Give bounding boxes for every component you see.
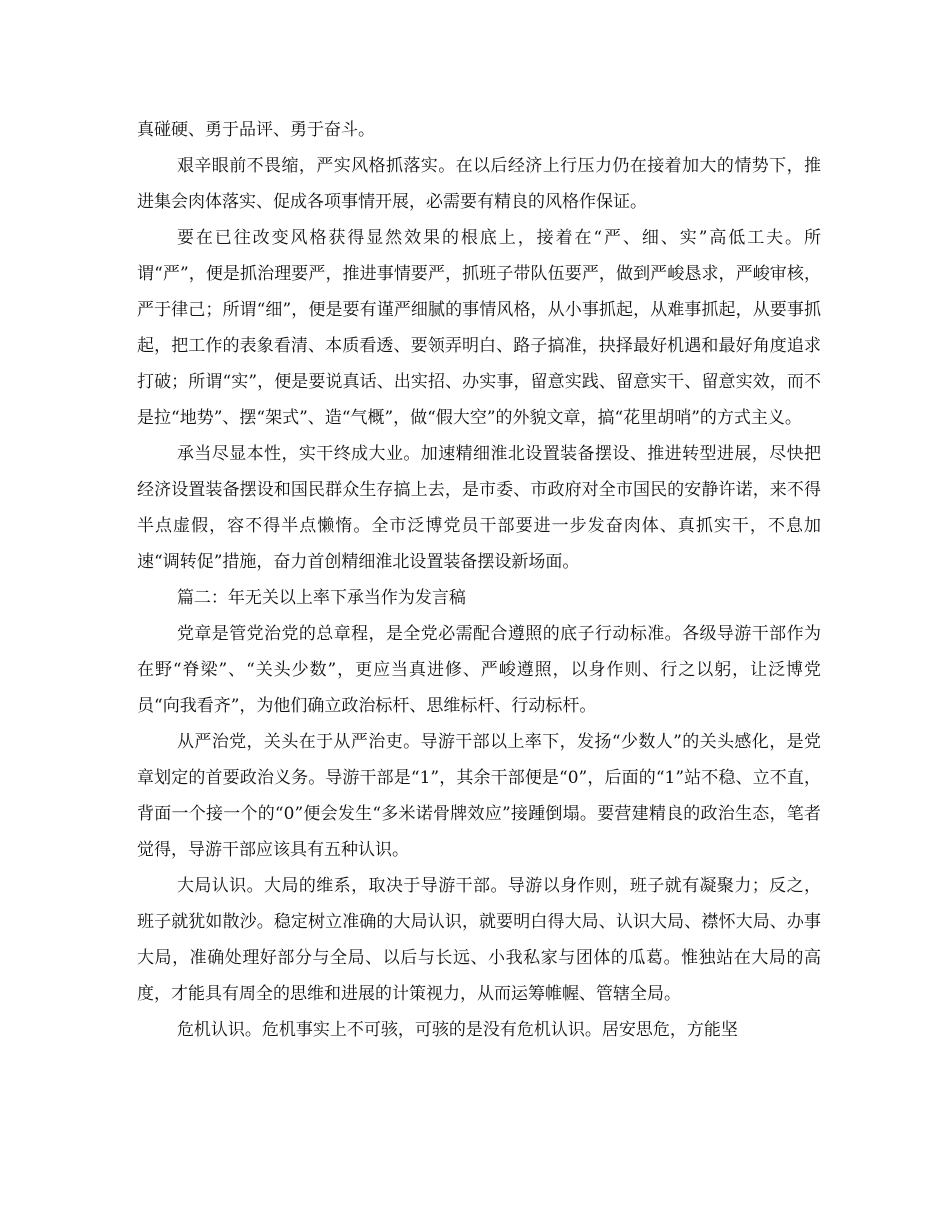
document-body bbox=[137, 112, 821, 1048]
paragraph-crisis-awareness: 危机认识。危机事实上不可骇，可骇的是没有危机认识。居安思危，方能坚 bbox=[176, 1020, 738, 1040]
section-heading: 篇二：年无关以上率下承当作为发言稿 bbox=[176, 588, 466, 608]
paragraph-strict-governance: 从严治党，关头在于从严治吏。导游干部以上率下，发扬“少数人”的关头感化，是党章划定的首要政治义务。导游干部是“1”，其余干部便是“0”，后面的“1”站不稳、立不直，背面一个接一个的“0”便会发生“多米诺骨牌效应”接踵倒塌。要营建精良的政治生态，笔者觉得，导游干部应该具有五种认识。 bbox=[137, 732, 821, 860]
paragraph-strict-detail-solid: 要在已往改变风格获得显然效果的根底上，接着在“严、细、实”高低工夫。所谓“严”，便是抓治理要严，推进事情要严，抓班子带队伍要严，做到严峻恳求，严峻审核，严于律己；所谓“细”，便是要有谨严细腻的事情风格，从小事抓起，从难事抓起，从要事抓起，把工作的表象看清、本质看透、要领弄明白、路子搞准，抉择最好机遇和最好角度追求打破；所谓“实”，便是要说真话、出实招、办实事，留意实践、留意实干、留意实效，而不是拉“地势”、摆“架式”、造“气概”，做“假大空”的外貌文章，搞“花里胡哨”的方式主义。 bbox=[137, 228, 821, 428]
paragraph-party-constitution: 党章是管党治党的总章程，是全党必需配合遵照的底子行动标准。各级导游干部作为在野“脊梁”、“关头少数”，更应当真进修、严峻遵照，以身作则、行之以躬，让泛博党员“向我看齐”，为他们确立政治标杆、思维标杆、行动标杆。 bbox=[137, 624, 821, 716]
paragraph-responsibility: 承当尽显本性，实干终成大业。加速精细淮北设置装备摆设、推进转型进展，尽快把经济设置装备摆设和国民群众生存搞上去，是市委、市政府对全市国民的安静许诺，来不得半点虚假，容不得半点懒惰。全市泛博党员干部要进一步发奋肉体、真抓实干，不息加速“调转促”措施，奋力首创精细淮北设置装备摆设新场面。 bbox=[137, 444, 821, 572]
paragraph-overall-awareness: 大局认识。大局的维系，取决于导游干部。导游以身作则，班子就有凝聚力；反之，班子就犹如散沙。稳定树立准确的大局认识，就要明白得大局、认识大局、襟怀大局、办事大局，准确处理好部分与全局、以后与长远、小我私家与团体的瓜葛。惟独站在大局的高度，才能具有周全的思维和进展的计策视力，从而运筹帷幄、管辖全局。 bbox=[137, 876, 821, 1004]
paragraph-style-hardship: 艰辛眼前不畏缩，严实风格抓落实。在以后经济上行压力仍在接着加大的情势下，推进集会肉体落实、促成各项事情开展，必需要有精良的风格作保证。 bbox=[137, 156, 821, 212]
paragraph-continuation: 真碰硬、勇于品评、勇于奋斗。 bbox=[137, 120, 375, 140]
